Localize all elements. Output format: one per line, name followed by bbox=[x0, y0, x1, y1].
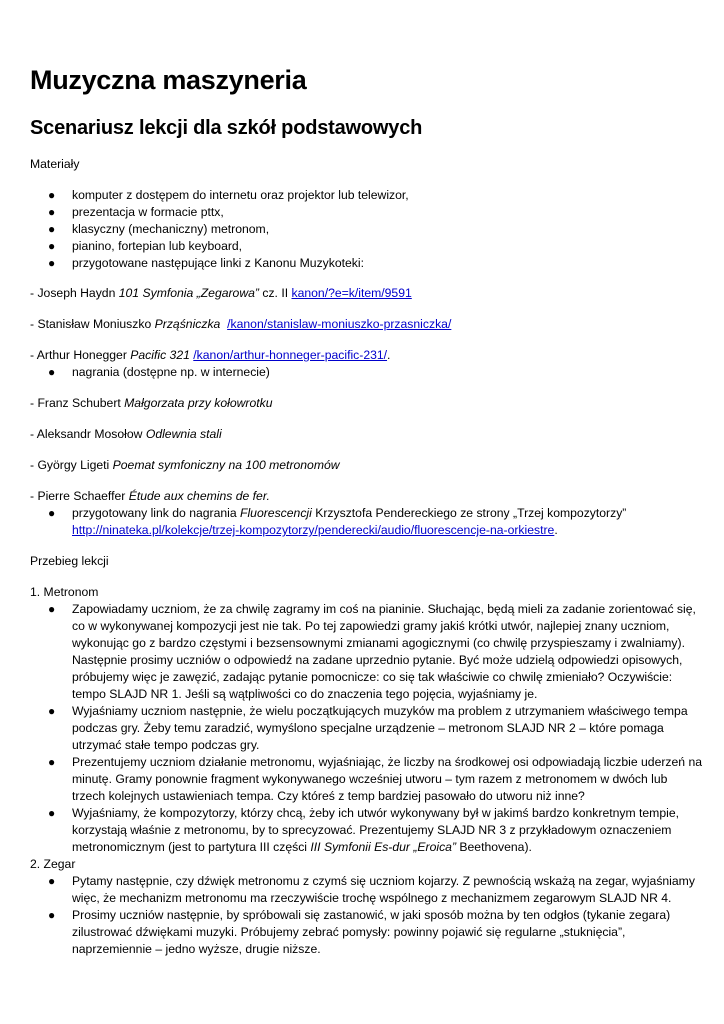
bullet-icon: ● bbox=[48, 874, 56, 888]
fluorescence-list bbox=[30, 505, 702, 539]
recording-line: - Franz Schubert Małgorzata przy kołowrotku bbox=[30, 396, 273, 410]
link-line-moniuszko: - Stanisław Moniuszko Prząśniczka /kanon/stanislaw-moniuszko-przasniczka/ bbox=[30, 317, 452, 331]
document-page bbox=[30, 60, 702, 958]
haydn-link[interactable]: kanon/?e=k/item/9591 bbox=[291, 286, 412, 300]
fluorescence-link[interactable]: http://ninateka.pl/kolekcje/trzej-kompozytorzy/penderecki/audio/fluorescencje-na-orkiestre bbox=[72, 523, 555, 537]
section-heading-metronom: 1. Metronom bbox=[30, 585, 99, 599]
list-item: ● Wyjaśniamy uczniom następnie, że wielu początkujących muzyków ma problem z utrzymaniem właściwego tempa podczas gry. Żeby temu zaradzić, wymyślono specjalne urządzenie – metronom SLAJD NR 2 – które pomaga utrzymać stałe tempo podczas gry. bbox=[48, 704, 688, 752]
bullet-icon: ● bbox=[48, 908, 56, 922]
bullet-icon: ● bbox=[48, 755, 56, 769]
bullet-icon: ● bbox=[48, 506, 56, 520]
list-item: ● nagrania (dostępne np. w internecie) bbox=[48, 365, 270, 379]
list-item: ● Wyjaśniamy, że kompozytorzy, którzy chcą, żeby ich utwór wykonywany był w jakimś bardzo konkretnym tempie, korzystają właśnie z metronomu, by to sprecyzować. Prezentujemy SLAJD NR 3 z przykładowym oznaczeniem metronomicznym (jest to partytura III części III Symfonii Es-dur „Eroica” Beethovena). bbox=[48, 806, 679, 854]
metronom-list bbox=[30, 601, 702, 856]
materials-list bbox=[30, 187, 702, 272]
bullet-icon: ● bbox=[48, 256, 56, 270]
list-item: ● prezentacja w formacie pttx, bbox=[48, 205, 224, 219]
recordings-list bbox=[30, 364, 702, 381]
list-item: ● przygotowane następujące linki z Kanonu Muzykoteki: bbox=[48, 256, 364, 270]
link-line-honegger: - Arthur Honegger Pacific 321 /kanon/arthur-honneger-pacific-231/. bbox=[30, 348, 391, 362]
document-title: Muzyczna maszyneria bbox=[30, 65, 307, 95]
zegar-list bbox=[30, 873, 702, 958]
list-item: ● komputer z dostępem do internetu oraz projektor lub telewizor, bbox=[48, 188, 409, 202]
recording-line: - Pierre Schaeffer Étude aux chemins de fer. bbox=[30, 489, 270, 503]
recording-line: - György Ligeti Poemat symfoniczny na 100 metronomów bbox=[30, 458, 340, 472]
section-heading-zegar: 2. Zegar bbox=[30, 857, 76, 871]
moniuszko-link[interactable]: /kanon/stanislaw-moniuszko-przasniczka/ bbox=[227, 317, 452, 331]
recording-line: - Aleksandr Mosołow Odlewnia stali bbox=[30, 427, 222, 441]
materials-heading: Materiały bbox=[30, 157, 80, 171]
bullet-icon: ● bbox=[48, 188, 56, 202]
list-item: ● Zapowiadamy uczniom, że za chwilę zagramy im coś na pianinie. Słuchając, będą mieli za zadanie zorientować się, co w wykonywanej kompozycji jest nie tak. Po tej zapowiedzi gramy jakiś krótki utwór, najlepiej znany uczniom, wykonując go z bardzo częstymi i bezsensownymi zmianami agogicznymi (co chwilę przyspieszamy i zwalniamy). Następnie prosimy uczniów o odpowiedź na zadane uprzednio pytanie. Być może udzielą odpowiedzi opisowych, próbujemy więc je zawęzić, zadając pytanie pomocnicze: co się tak właściwie co chwilę zmieniało? Oczywiście: tempo SLAJD NR 1. Jeśli są wątpliwości co do znaczenia tego pojęcia, wyjaśniamy je. bbox=[48, 602, 696, 701]
bullet-icon: ● bbox=[48, 704, 56, 718]
bullet-icon: ● bbox=[48, 222, 56, 236]
list-item: ● pianino, fortepian lub keyboard, bbox=[48, 239, 243, 253]
list-item: ● Prosimy uczniów następnie, by spróbowali się zastanowić, w jaki sposób można by ten odgłos (tykanie zegara) zilustrować dźwiękami muzyki. Próbujemy zebrać pomysły: powinny pojawić się regularne „stuknięcia”, naprzemiennie – jedno wyższe, drugie niższe. bbox=[48, 908, 671, 956]
bullet-icon: ● bbox=[48, 239, 56, 253]
materials-section bbox=[30, 156, 702, 539]
list-item: ● Pytamy następnie, czy dźwięk metronomu z czymś się uczniom kojarzy. Z pewnością wskażą na zegar, wyjaśniamy więc, że mechanizm metronomu ma rzeczywiście trochę wspólnego z mechanizmem zegarowym SLAJD NR 4. bbox=[48, 874, 695, 905]
bullet-icon: ● bbox=[48, 806, 56, 820]
course-heading: Przebieg lekcji bbox=[30, 554, 109, 568]
link-line-haydn: - Joseph Haydn 101 Symfonia „Zegarowa” cz. II kanon/?e=k/item/9591 bbox=[30, 286, 412, 300]
bullet-icon: ● bbox=[48, 205, 56, 219]
document-subtitle: Scenariusz lekcji dla szkół podstawowych bbox=[30, 117, 423, 139]
honegger-link[interactable]: /kanon/arthur-honneger-pacific-231/ bbox=[193, 348, 388, 362]
list-item: ● Prezentujemy uczniom działanie metronomu, wyjaśniając, że liczby na środkowej osi odpowiadają liczbie uderzeń na minutę. Gramy ponownie fragment wykonywanego wcześniej utworu – tym razem z metronomem w dwóch lub trzech kolejnych ustawieniach tempa. Czy któreś z temp bardziej pasowało do utworu niż inne? bbox=[48, 755, 703, 803]
list-item: ● przygotowany link do nagrania Fluorescencji Krzysztofa Pendereckiego ze strony „Trzej kompozytorzy” http://ninateka.pl/kolekcje/trzej-kompozytorzy/penderecki/audio/fluorescencje-na-orkiestre. bbox=[48, 506, 627, 537]
bullet-icon: ● bbox=[48, 602, 56, 616]
bullet-icon: ● bbox=[48, 365, 56, 379]
list-item: ● klasyczny (mechaniczny) metronom, bbox=[48, 222, 270, 236]
course-section bbox=[30, 553, 702, 958]
